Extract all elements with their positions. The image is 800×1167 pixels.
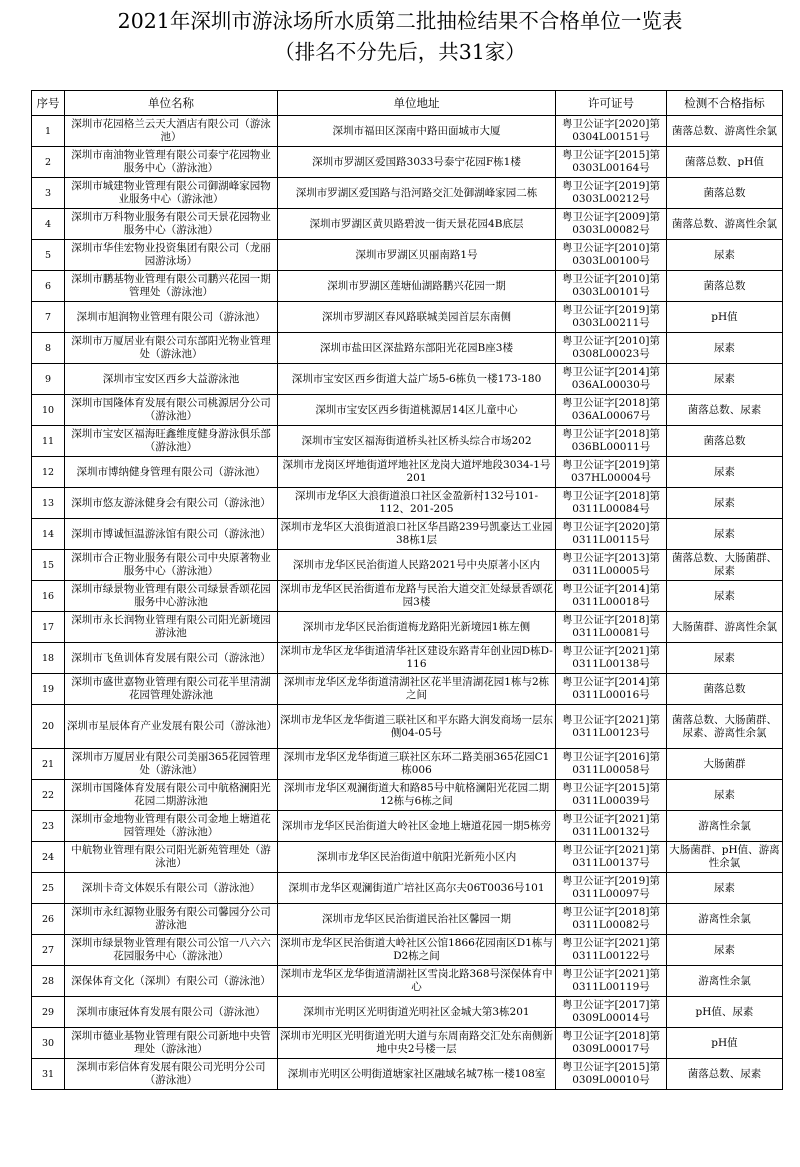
title-line-2: （排名不分先后，共31家） — [274, 40, 526, 64]
row-index: 6 — [32, 271, 65, 302]
unit-address: 深圳市龙华区民治街道民治社区馨园一期 — [278, 904, 556, 935]
row-index: 10 — [32, 395, 65, 426]
unit-name: 深圳市宝安区福海旺鑫维度健身游泳俱乐部（游泳池） — [65, 426, 278, 457]
table-row — [32, 842, 783, 873]
table-header-row — [32, 91, 783, 116]
unit-address: 深圳市龙华区民治街道中航阳光新苑小区内 — [278, 842, 556, 873]
row-index: 4 — [32, 209, 65, 240]
unit-address: 深圳市福田区深南中路田面城市大厦 — [278, 116, 556, 147]
table-row — [32, 271, 783, 302]
failed-indicators: 尿素 — [667, 873, 783, 904]
license-number: 粤卫公证字[2009]第0303L00082号 — [556, 209, 667, 240]
license-number: 粤卫公证字[2014]第0311L00016号 — [556, 674, 667, 705]
license-number: 粤卫公证字[2015]第0309L00010号 — [556, 1059, 667, 1090]
row-index: 13 — [32, 488, 65, 519]
table-row — [32, 302, 783, 333]
failed-indicators: pH值 — [667, 302, 783, 333]
unit-address: 深圳市龙华区民治街道大岭社区金地上塘道花园一期5栋旁 — [278, 811, 556, 842]
unit-address: 深圳市龙华区龙华街道清华社区建设东路青年创业园D栋D-116 — [278, 643, 556, 674]
table-row — [32, 997, 783, 1028]
row-index: 25 — [32, 873, 65, 904]
unit-name: 深圳市博诚恒温游泳馆有限公司（游泳池） — [65, 519, 278, 550]
license-number: 粤卫公证字[2017]第0309L00014号 — [556, 997, 667, 1028]
row-index: 27 — [32, 935, 65, 966]
unit-name: 深圳市华佳宏物业投资集团有限公司（龙丽园游泳场） — [65, 240, 278, 271]
unit-address: 深圳市龙华区龙华街道三联社区东环二路美丽365花园C1栋006 — [278, 749, 556, 780]
license-number: 粤卫公证字[2016]第0311L00058号 — [556, 749, 667, 780]
unit-address: 深圳市光明区光明街道光明社区金城大第3栋201 — [278, 997, 556, 1028]
table-row — [32, 395, 783, 426]
unit-name: 深圳市盛世嘉物业管理有限公司花半里清湖花园管理处游泳池 — [65, 674, 278, 705]
row-index: 7 — [32, 302, 65, 333]
row-index: 19 — [32, 674, 65, 705]
row-index: 11 — [32, 426, 65, 457]
table-row — [32, 1059, 783, 1090]
unit-name: 深圳市合正物业服务有限公司中央原著物业服务中心（游泳池） — [65, 550, 278, 581]
table-row — [32, 240, 783, 271]
row-index: 26 — [32, 904, 65, 935]
failed-indicators: 菌落总数 — [667, 674, 783, 705]
unit-name: 深圳市康冠体育发展有限公司（游泳池） — [65, 997, 278, 1028]
table-row — [32, 1028, 783, 1059]
unit-name: 深圳市万科物业服务有限公司天景花园物业服务中心（游泳池） — [65, 209, 278, 240]
license-number: 粤卫公证字[2021]第0311L00119号 — [556, 966, 667, 997]
table-row — [32, 457, 783, 488]
failed-indicators: 菌落总数、尿素 — [667, 395, 783, 426]
unit-address: 深圳市龙华区观澜街道大和路85号中航格澜阳光花园二期12栋与6栋之间 — [278, 780, 556, 811]
results-table — [31, 90, 783, 1090]
row-index: 2 — [32, 147, 65, 178]
failed-indicators: 尿素 — [667, 780, 783, 811]
unit-name: 深圳市飞鱼训体育发展有限公司（游泳池） — [65, 643, 278, 674]
unit-name: 深圳市万厦居业有限公司东部阳光物业管理处（游泳池） — [65, 333, 278, 364]
table-row — [32, 333, 783, 364]
table-row — [32, 116, 783, 147]
failed-indicators: pH值、尿素 — [667, 997, 783, 1028]
unit-name: 深圳市星辰体育产业发展有限公司（游泳池） — [65, 705, 278, 749]
row-index: 28 — [32, 966, 65, 997]
unit-address: 深圳市龙华区民治街道梅龙路阳光新境园1栋左侧 — [278, 612, 556, 643]
license-number: 粤卫公证字[2019]第0303L00212号 — [556, 178, 667, 209]
failed-indicators: 菌落总数 — [667, 178, 783, 209]
row-index: 22 — [32, 780, 65, 811]
failed-indicators: 大肠菌群 — [667, 749, 783, 780]
failed-indicators: 尿素 — [667, 488, 783, 519]
license-number: 粤卫公证字[2018]第0311L00082号 — [556, 904, 667, 935]
title-line-1: 2021年深圳市游泳场所水质第二批抽检结果不合格单位一览表 — [117, 9, 683, 33]
failed-indicators: 游离性余氯 — [667, 811, 783, 842]
unit-address: 深圳市龙华区民治街道人民路2021号中央原著小区内 — [278, 550, 556, 581]
unit-address: 深圳市宝安区西乡街道桃源居14区儿童中心 — [278, 395, 556, 426]
license-number: 粤卫公证字[2014]第0311L00018号 — [556, 581, 667, 612]
failed-indicators: 菌落总数、游离性余氯 — [667, 116, 783, 147]
unit-name: 深圳市悠友游泳健身会有限公司（游泳池） — [65, 488, 278, 519]
document-title — [0, 0, 800, 78]
license-number: 粤卫公证字[2021]第0311L00138号 — [556, 643, 667, 674]
license-number: 粤卫公证字[2018]第0309L00017号 — [556, 1028, 667, 1059]
license-number: 粤卫公证字[2021]第0311L00122号 — [556, 935, 667, 966]
failed-indicators: 大肠菌群、游离性余氯 — [667, 612, 783, 643]
table-row — [32, 674, 783, 705]
failed-indicators: 尿素 — [667, 643, 783, 674]
unit-name: 深圳市南油物业管理有限公司泰宁花园物业服务中心（游泳池） — [65, 147, 278, 178]
row-index: 29 — [32, 997, 65, 1028]
license-number: 粤卫公证字[2018]第0311L00081号 — [556, 612, 667, 643]
unit-address: 深圳市龙华区民治街道布龙路与民治大道交汇处绿景香颂花园3楼 — [278, 581, 556, 612]
failed-indicators: 尿素 — [667, 935, 783, 966]
table-row — [32, 612, 783, 643]
unit-name: 深圳市花园格兰云天大酒店有限公司（游泳池） — [65, 116, 278, 147]
unit-address: 深圳市龙华区龙华街道清湖社区花半里清湖花园1栋与2栋之间 — [278, 674, 556, 705]
failed-indicators: pH值 — [667, 1028, 783, 1059]
table-row — [32, 904, 783, 935]
unit-name: 中航物业管理有限公司阳光新苑管理处（游泳池） — [65, 842, 278, 873]
table-row — [32, 550, 783, 581]
license-number: 粤卫公证字[2019]第0311L00097号 — [556, 873, 667, 904]
table-row — [32, 966, 783, 997]
license-number: 粤卫公证字[2013]第0311L00005号 — [556, 550, 667, 581]
table-body — [32, 116, 783, 1090]
unit-address: 深圳市盐田区深盐路东部阳光花园B座3楼 — [278, 333, 556, 364]
header-license: 许可证号 — [556, 91, 667, 116]
header-unit-name: 单位名称 — [65, 91, 278, 116]
unit-address: 深圳市光明区公明街道塘家社区融域名城7栋一楼108室 — [278, 1059, 556, 1090]
license-number: 粤卫公证字[2018]第036BL00011号 — [556, 426, 667, 457]
failed-indicators: 尿素 — [667, 457, 783, 488]
table-row — [32, 780, 783, 811]
unit-name: 深圳市鹏基物业管理有限公司鹏兴花园一期管理处（游泳池） — [65, 271, 278, 302]
unit-name: 深圳市德业基物业管理有限公司新地中央管理处（游泳池） — [65, 1028, 278, 1059]
unit-address: 深圳市光明区光明街道光明大道与东周南路交汇处东南侧新地中央2号楼一层 — [278, 1028, 556, 1059]
row-index: 9 — [32, 364, 65, 395]
row-index: 20 — [32, 705, 65, 749]
unit-address: 深圳市罗湖区贝丽南路1号 — [278, 240, 556, 271]
unit-name: 深圳市绿景物业管理有限公司公馆一八六六花园服务中心（游泳池） — [65, 935, 278, 966]
failed-indicators: 尿素 — [667, 581, 783, 612]
unit-address: 深圳市龙华区观澜街道广培社区高尔夫06T0036号101 — [278, 873, 556, 904]
unit-name: 深圳市旭润物业管理有限公司（游泳池） — [65, 302, 278, 333]
failed-indicators: 尿素 — [667, 240, 783, 271]
row-index: 5 — [32, 240, 65, 271]
row-index: 8 — [32, 333, 65, 364]
row-index: 24 — [32, 842, 65, 873]
unit-name: 深圳市金地物业管理有限公司金地上塘道花园管理处（游泳池） — [65, 811, 278, 842]
unit-name: 深圳市国隆体育发展有限公司桃源居分公司（游泳池） — [65, 395, 278, 426]
table-row — [32, 935, 783, 966]
unit-address: 深圳市罗湖区爱国路3033号泰宁花园F栋1楼 — [278, 147, 556, 178]
unit-name: 深圳市万厦居业有限公司美丽365花园管理处（游泳池） — [65, 749, 278, 780]
unit-name: 深圳市宝安区西乡大益游泳池 — [65, 364, 278, 395]
table-row — [32, 209, 783, 240]
table-row — [32, 749, 783, 780]
unit-name: 深圳市博纳健身管理有限公司（游泳池） — [65, 457, 278, 488]
table-row — [32, 426, 783, 457]
row-index: 16 — [32, 581, 65, 612]
unit-name: 深圳市永红源物业服务有限公司馨园分公司游泳池 — [65, 904, 278, 935]
failed-indicators: 菌落总数、大肠菌群、尿素 — [667, 550, 783, 581]
license-number: 粤卫公证字[2010]第0303L00100号 — [556, 240, 667, 271]
table-row — [32, 488, 783, 519]
failed-indicators: 菌落总数、pH值 — [667, 147, 783, 178]
table-row — [32, 811, 783, 842]
license-number: 粤卫公证字[2019]第037HL00004号 — [556, 457, 667, 488]
license-number: 粤卫公证字[2010]第0303L00101号 — [556, 271, 667, 302]
license-number: 粤卫公证字[2015]第0303L00164号 — [556, 147, 667, 178]
failed-indicators: 游离性余氯 — [667, 904, 783, 935]
table-row — [32, 147, 783, 178]
license-number: 粤卫公证字[2018]第036AL00067号 — [556, 395, 667, 426]
row-index: 17 — [32, 612, 65, 643]
row-index: 12 — [32, 457, 65, 488]
row-index: 14 — [32, 519, 65, 550]
license-number: 粤卫公证字[2021]第0311L00132号 — [556, 811, 667, 842]
failed-indicators: 尿素 — [667, 519, 783, 550]
failed-indicators: 菌落总数、游离性余氯 — [667, 209, 783, 240]
license-number: 粤卫公证字[2020]第0304L00151号 — [556, 116, 667, 147]
failed-indicators: 菌落总数、大肠菌群、尿素、游离性余氯 — [667, 705, 783, 749]
unit-name: 深圳市城建物业管理有限公司御湖峰家园物业服务中心（游泳池） — [65, 178, 278, 209]
row-index: 21 — [32, 749, 65, 780]
unit-address: 深圳市罗湖区春风路联城美园首层东南侧 — [278, 302, 556, 333]
unit-name: 深圳市永长润物业管理有限公司阳光新境园游泳池 — [65, 612, 278, 643]
unit-name: 深圳市国隆体育发展有限公司中航格澜阳光花园二期游泳池 — [65, 780, 278, 811]
header-index: 序号 — [32, 91, 65, 116]
unit-name: 深圳市彩信体育发展有限公司光明分公司（游泳池） — [65, 1059, 278, 1090]
failed-indicators: 大肠菌群、pH值、游离性余氯 — [667, 842, 783, 873]
header-indicators: 检测不合格指标 — [667, 91, 783, 116]
unit-address: 深圳市龙华区大浪街道浪口社区金盈新村132号101-112、201-205 — [278, 488, 556, 519]
row-index: 3 — [32, 178, 65, 209]
table-row — [32, 178, 783, 209]
table-row — [32, 705, 783, 749]
row-index: 30 — [32, 1028, 65, 1059]
unit-address: 深圳市龙华区大浪街道浪口社区华昌路239号凯豪达工业园38栋1层 — [278, 519, 556, 550]
license-number: 粤卫公证字[2015]第0311L00039号 — [556, 780, 667, 811]
failed-indicators: 菌落总数 — [667, 426, 783, 457]
failed-indicators: 尿素 — [667, 333, 783, 364]
row-index: 31 — [32, 1059, 65, 1090]
license-number: 粤卫公证字[2021]第0311L00123号 — [556, 705, 667, 749]
table-row — [32, 873, 783, 904]
table-row — [32, 581, 783, 612]
unit-address: 深圳市龙岗区坪地街道坪地社区龙岗大道坪地段3034-1号201 — [278, 457, 556, 488]
failed-indicators: 菌落总数 — [667, 271, 783, 302]
unit-address: 深圳市龙华区龙华街道清湖社区雪岗北路368号深保体育中心 — [278, 966, 556, 997]
failed-indicators: 游离性余氯 — [667, 966, 783, 997]
row-index: 18 — [32, 643, 65, 674]
unit-address: 深圳市龙华区龙华街道三联社区和平东路大润发商场一层东侧04-05号 — [278, 705, 556, 749]
license-number: 粤卫公证字[2014]第036AL00030号 — [556, 364, 667, 395]
license-number: 粤卫公证字[2019]第0303L00211号 — [556, 302, 667, 333]
unit-address: 深圳市宝安区福海街道桥头社区桥头综合市场202 — [278, 426, 556, 457]
license-number: 粤卫公证字[2018]第0311L00084号 — [556, 488, 667, 519]
table-row — [32, 364, 783, 395]
unit-name: 深圳市绿景物业管理有限公司绿景香颂花园服务中心游泳池 — [65, 581, 278, 612]
header-unit-address: 单位地址 — [278, 91, 556, 116]
license-number: 粤卫公证字[2021]第0311L00137号 — [556, 842, 667, 873]
failed-indicators: 菌落总数、尿素 — [667, 1059, 783, 1090]
unit-name: 深圳卡奇文体娱乐有限公司（游泳池） — [65, 873, 278, 904]
row-index: 1 — [32, 116, 65, 147]
row-index: 15 — [32, 550, 65, 581]
table-row — [32, 519, 783, 550]
unit-address: 深圳市宝安区西乡街道大益广场5-6栋负一楼173-180 — [278, 364, 556, 395]
failed-indicators: 尿素 — [667, 364, 783, 395]
license-number: 粤卫公证字[2010]第0308L00023号 — [556, 333, 667, 364]
unit-address: 深圳市龙华区民治街道大岭社区公馆1866花园南区D1栋与D2栋之间 — [278, 935, 556, 966]
row-index: 23 — [32, 811, 65, 842]
unit-address: 深圳市罗湖区爱国路与沿河路交汇处御湖峰家园二栋 — [278, 178, 556, 209]
unit-name: 深保体育文化（深圳）有限公司（游泳池） — [65, 966, 278, 997]
unit-address: 深圳市罗湖区黄贝路碧波一街天景花园4B底层 — [278, 209, 556, 240]
license-number: 粤卫公证字[2020]第0311L00115号 — [556, 519, 667, 550]
table-row — [32, 643, 783, 674]
unit-address: 深圳市罗湖区莲塘仙湖路鹏兴花园一期 — [278, 271, 556, 302]
